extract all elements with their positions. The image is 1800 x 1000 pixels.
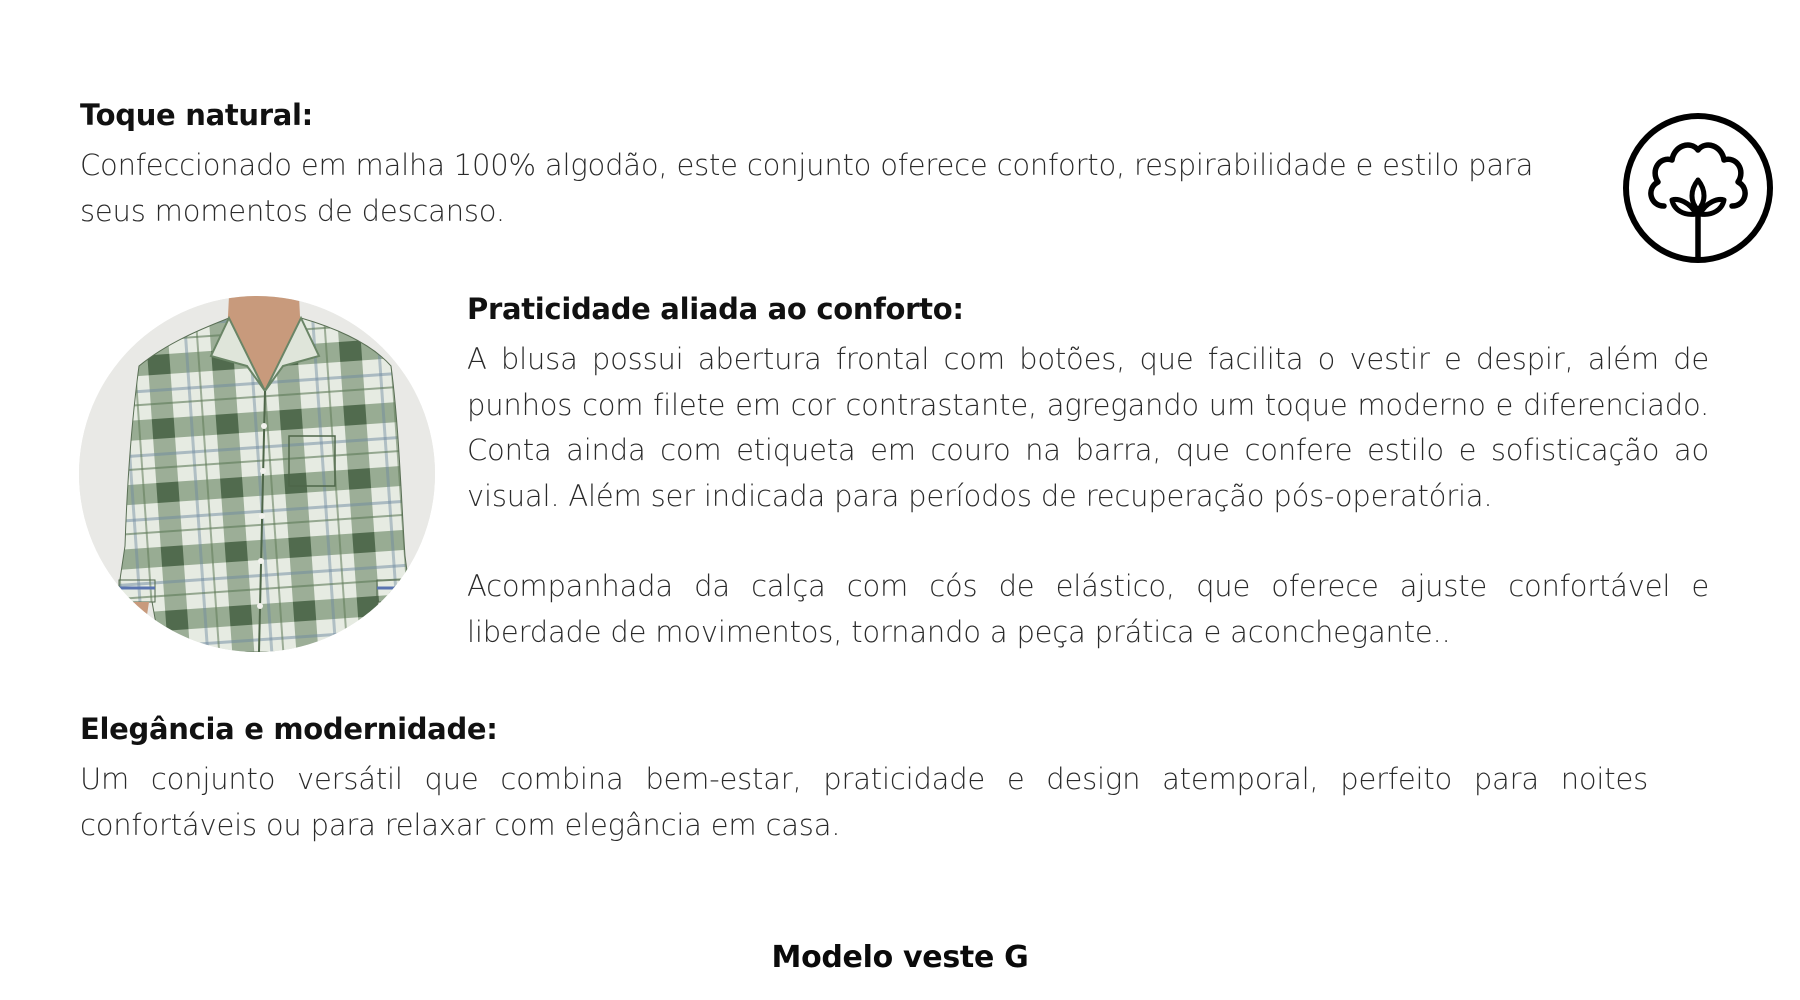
section-heading-praticidade: Praticidade aliada ao conforto: xyxy=(467,292,964,326)
section-body-elegancia: Um conjunto versátil que combina bem-estar, praticidade e design atemporal, perfeito para noites confortáveis ou para relaxar com elegância em casa. xyxy=(80,762,1648,842)
product-photo-plaid-pajama-shirt xyxy=(79,296,435,652)
section-body-praticidade-blusa: A blusa possui abertura frontal com botões, que facilita o vestir e despir, além de punhos com filete em cor contrastante, agregando um toque moderno e diferenciado. Conta ainda com etiqueta em couro na barra, que confere estilo e sofisticação ao visual. Além ser indicada para períodos de recuperação pós-operatória. xyxy=(467,342,1709,513)
cotton-flower-icon xyxy=(1620,110,1776,266)
section-heading-toque-natural: Toque natural: xyxy=(80,98,313,132)
section-heading-elegancia: Elegância e modernidade: xyxy=(80,712,498,746)
model-size-note: Modelo veste G xyxy=(771,940,1029,975)
section-body-toque-natural: Confeccionado em malha 100% algodão, este conjunto oferece conforto, respirabilidade e estilo para seus momentos de descanso. xyxy=(80,148,1534,228)
section-body-praticidade-calca: Acompanhada da calça com cós de elástico, que oferece ajuste confortável e liberdade de movimentos, tornando a peça prática e aconchegante.. xyxy=(467,569,1709,649)
